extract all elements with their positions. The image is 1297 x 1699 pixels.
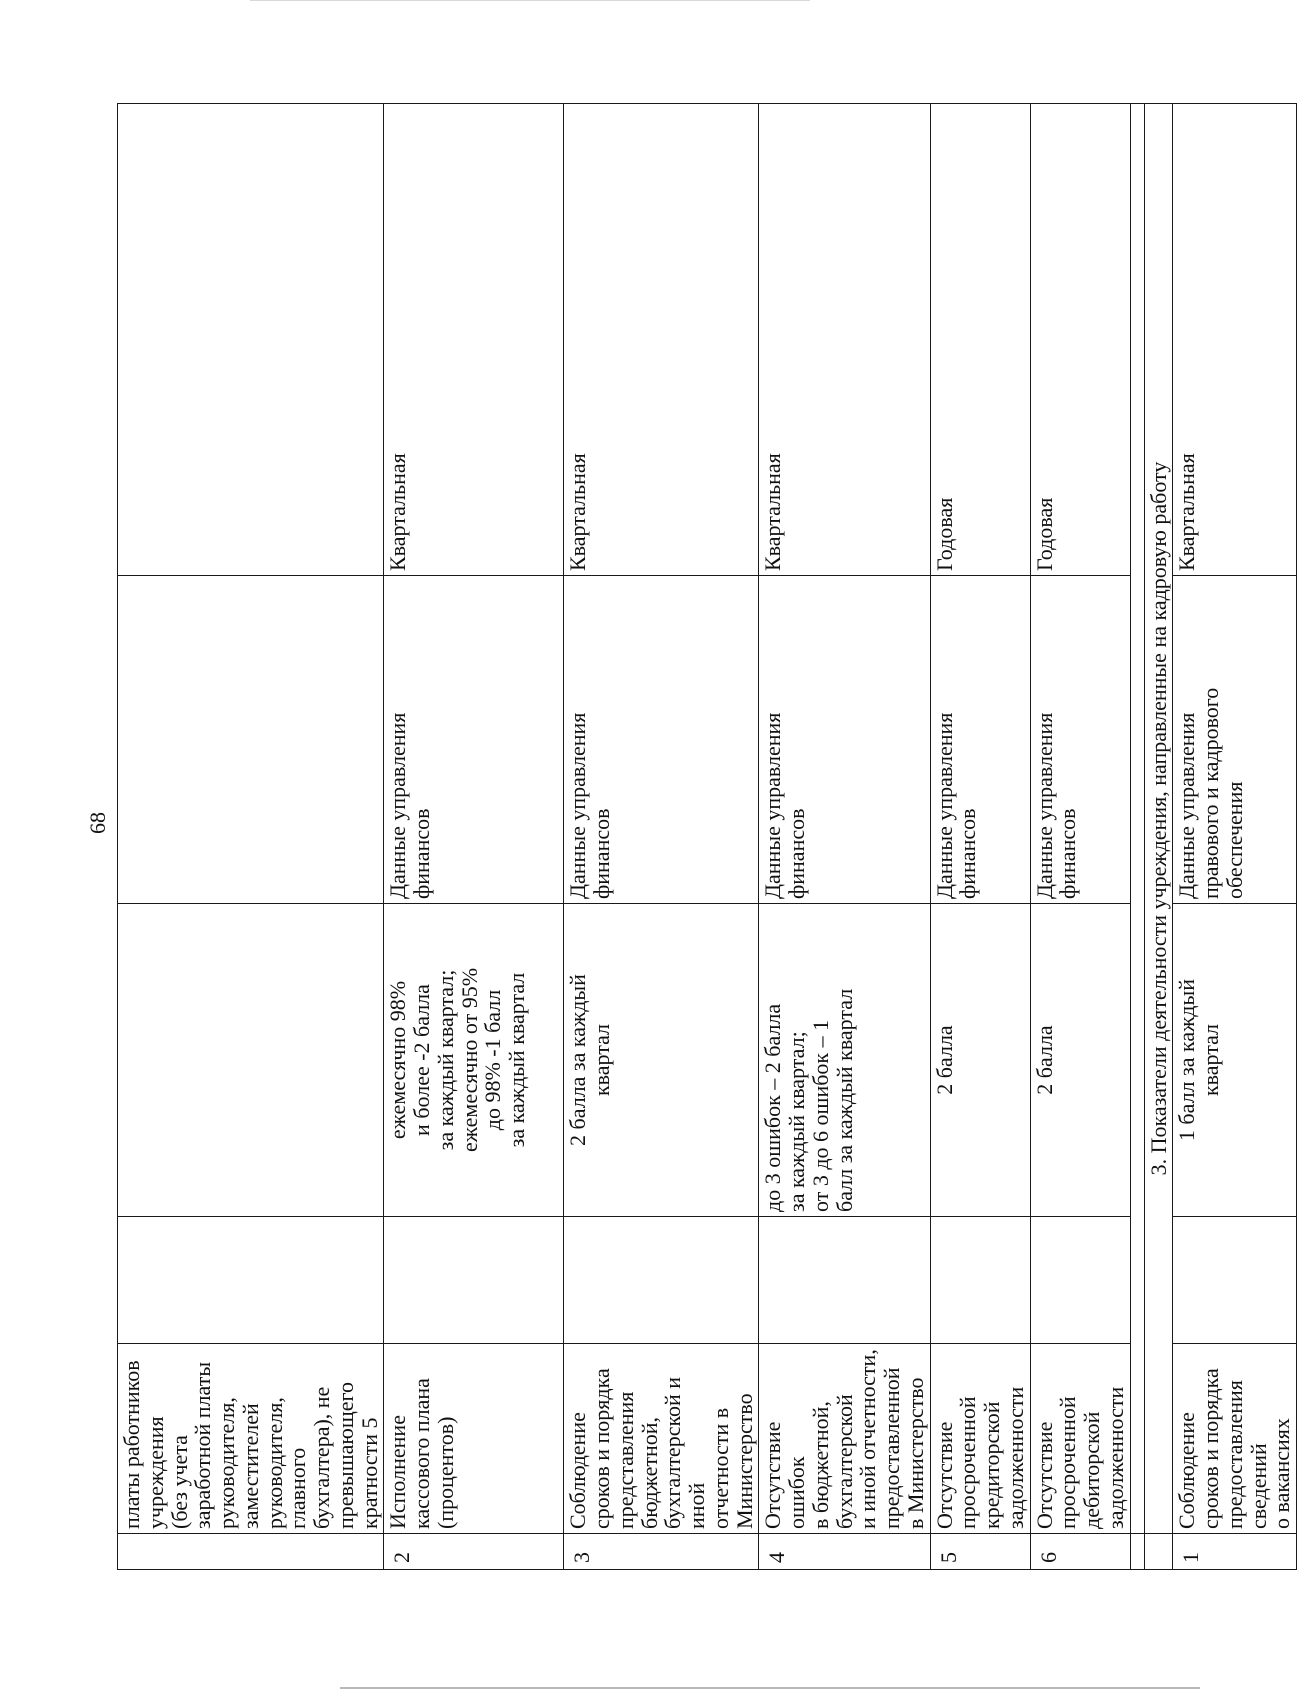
- indicator-name-cell: Отсутствие просроченной кредиторской задолженности: [930, 1344, 1030, 1534]
- score-cell: до 3 ошибок – 2 балла за каждый квартал; от 3 до 6 ошибок – 1 балл за каждый квартал: [759, 904, 930, 1217]
- period-cell: Квартальная: [1173, 104, 1297, 576]
- section-header: 3. Показатели деятельности учреждения, направленные на кадровую работу: [1144, 104, 1173, 1534]
- criteria-cell: [1173, 1217, 1297, 1344]
- spacer-cell: [1130, 104, 1144, 1534]
- criteria-cell: [1030, 1217, 1130, 1344]
- page-number: 68: [85, 812, 110, 834]
- scan-artifact-top: [250, 0, 810, 7]
- score-cell: 2 балла за каждый квартал: [564, 904, 759, 1217]
- indicator-name-cell: платы работников учреждения (без учета заработной платы руководителя, заместителей руководителя, главного бухгалтера), не превышающего кратности 5: [118, 1344, 384, 1534]
- table-row: [930, 104, 1030, 1570]
- scan-artifact-bottom: [340, 1687, 1200, 1695]
- source-cell: Данные управления финансов: [1030, 576, 1130, 904]
- row-number-cell: 5: [930, 1534, 1030, 1570]
- source-cell: Данные управления финансов: [384, 576, 564, 904]
- row-number-cell: 3: [564, 1534, 759, 1570]
- criteria-cell: [384, 1217, 564, 1344]
- row-number-cell: [118, 1534, 384, 1570]
- table-row: [759, 104, 930, 1570]
- period-cell: Годовая: [1030, 104, 1130, 576]
- row-number-cell: 2: [384, 1534, 564, 1570]
- source-cell: [118, 576, 384, 904]
- source-cell: Данные управления финансов: [930, 576, 1030, 904]
- criteria-cell: [759, 1217, 930, 1344]
- section-header-row: [1144, 104, 1173, 1570]
- table-row: [384, 104, 564, 1570]
- table-row-continuation: [118, 104, 384, 1570]
- indicator-name-cell: Соблюдение сроков и порядка предоставления сведений о вакансиях: [1173, 1344, 1297, 1534]
- source-cell: Данные управления финансов: [564, 576, 759, 904]
- rotated-page-content: [117, 104, 1295, 1570]
- indicator-name-cell: Исполнение кассового плана (процентов): [384, 1344, 564, 1534]
- table-row: [1173, 104, 1297, 1570]
- indicator-name-cell: Соблюдение сроков и порядка представления бюджетной, бухгалтерской и иной отчетности в Министерство: [564, 1344, 759, 1534]
- criteria-cell: [930, 1217, 1030, 1344]
- source-cell: Данные управления правового и кадрового обеспечения: [1173, 576, 1297, 904]
- row-number-cell: 4: [759, 1534, 930, 1570]
- table-row: [564, 104, 759, 1570]
- period-cell: Квартальная: [384, 104, 564, 576]
- row-number-cell: 1: [1173, 1534, 1297, 1570]
- source-cell: Данные управления финансов: [759, 576, 930, 904]
- indicator-name-cell: Отсутствие ошибок в бюджетной, бухгалтерской и иной отчетности, предоставленной в Министерство: [759, 1344, 930, 1534]
- period-cell: Квартальная: [564, 104, 759, 576]
- criteria-table: [117, 103, 1297, 1570]
- spacer-cell: [1144, 1534, 1173, 1570]
- criteria-cell: [118, 1217, 384, 1344]
- spacer-cell: [1130, 1534, 1144, 1570]
- score-cell: 2 балла: [930, 904, 1030, 1217]
- period-cell: Годовая: [930, 104, 1030, 576]
- score-cell: 2 балла: [1030, 904, 1130, 1217]
- period-cell: Квартальная: [759, 104, 930, 576]
- score-cell: ежемесячно 98% и более -2 балла за каждый квартал; ежемесячно от 95% до 98% -1 балл за каждый квартал: [384, 904, 564, 1217]
- table-row: [1030, 104, 1130, 1570]
- score-cell: 1 балл за каждый квартал: [1173, 904, 1297, 1217]
- criteria-cell: [564, 1217, 759, 1344]
- row-number-cell: 6: [1030, 1534, 1130, 1570]
- score-cell: [118, 904, 384, 1217]
- indicator-name-cell: Отсутствие просроченной дебиторской задолженности: [1030, 1344, 1130, 1534]
- table-row-spacer: [1130, 104, 1144, 1570]
- period-cell: [118, 104, 384, 576]
